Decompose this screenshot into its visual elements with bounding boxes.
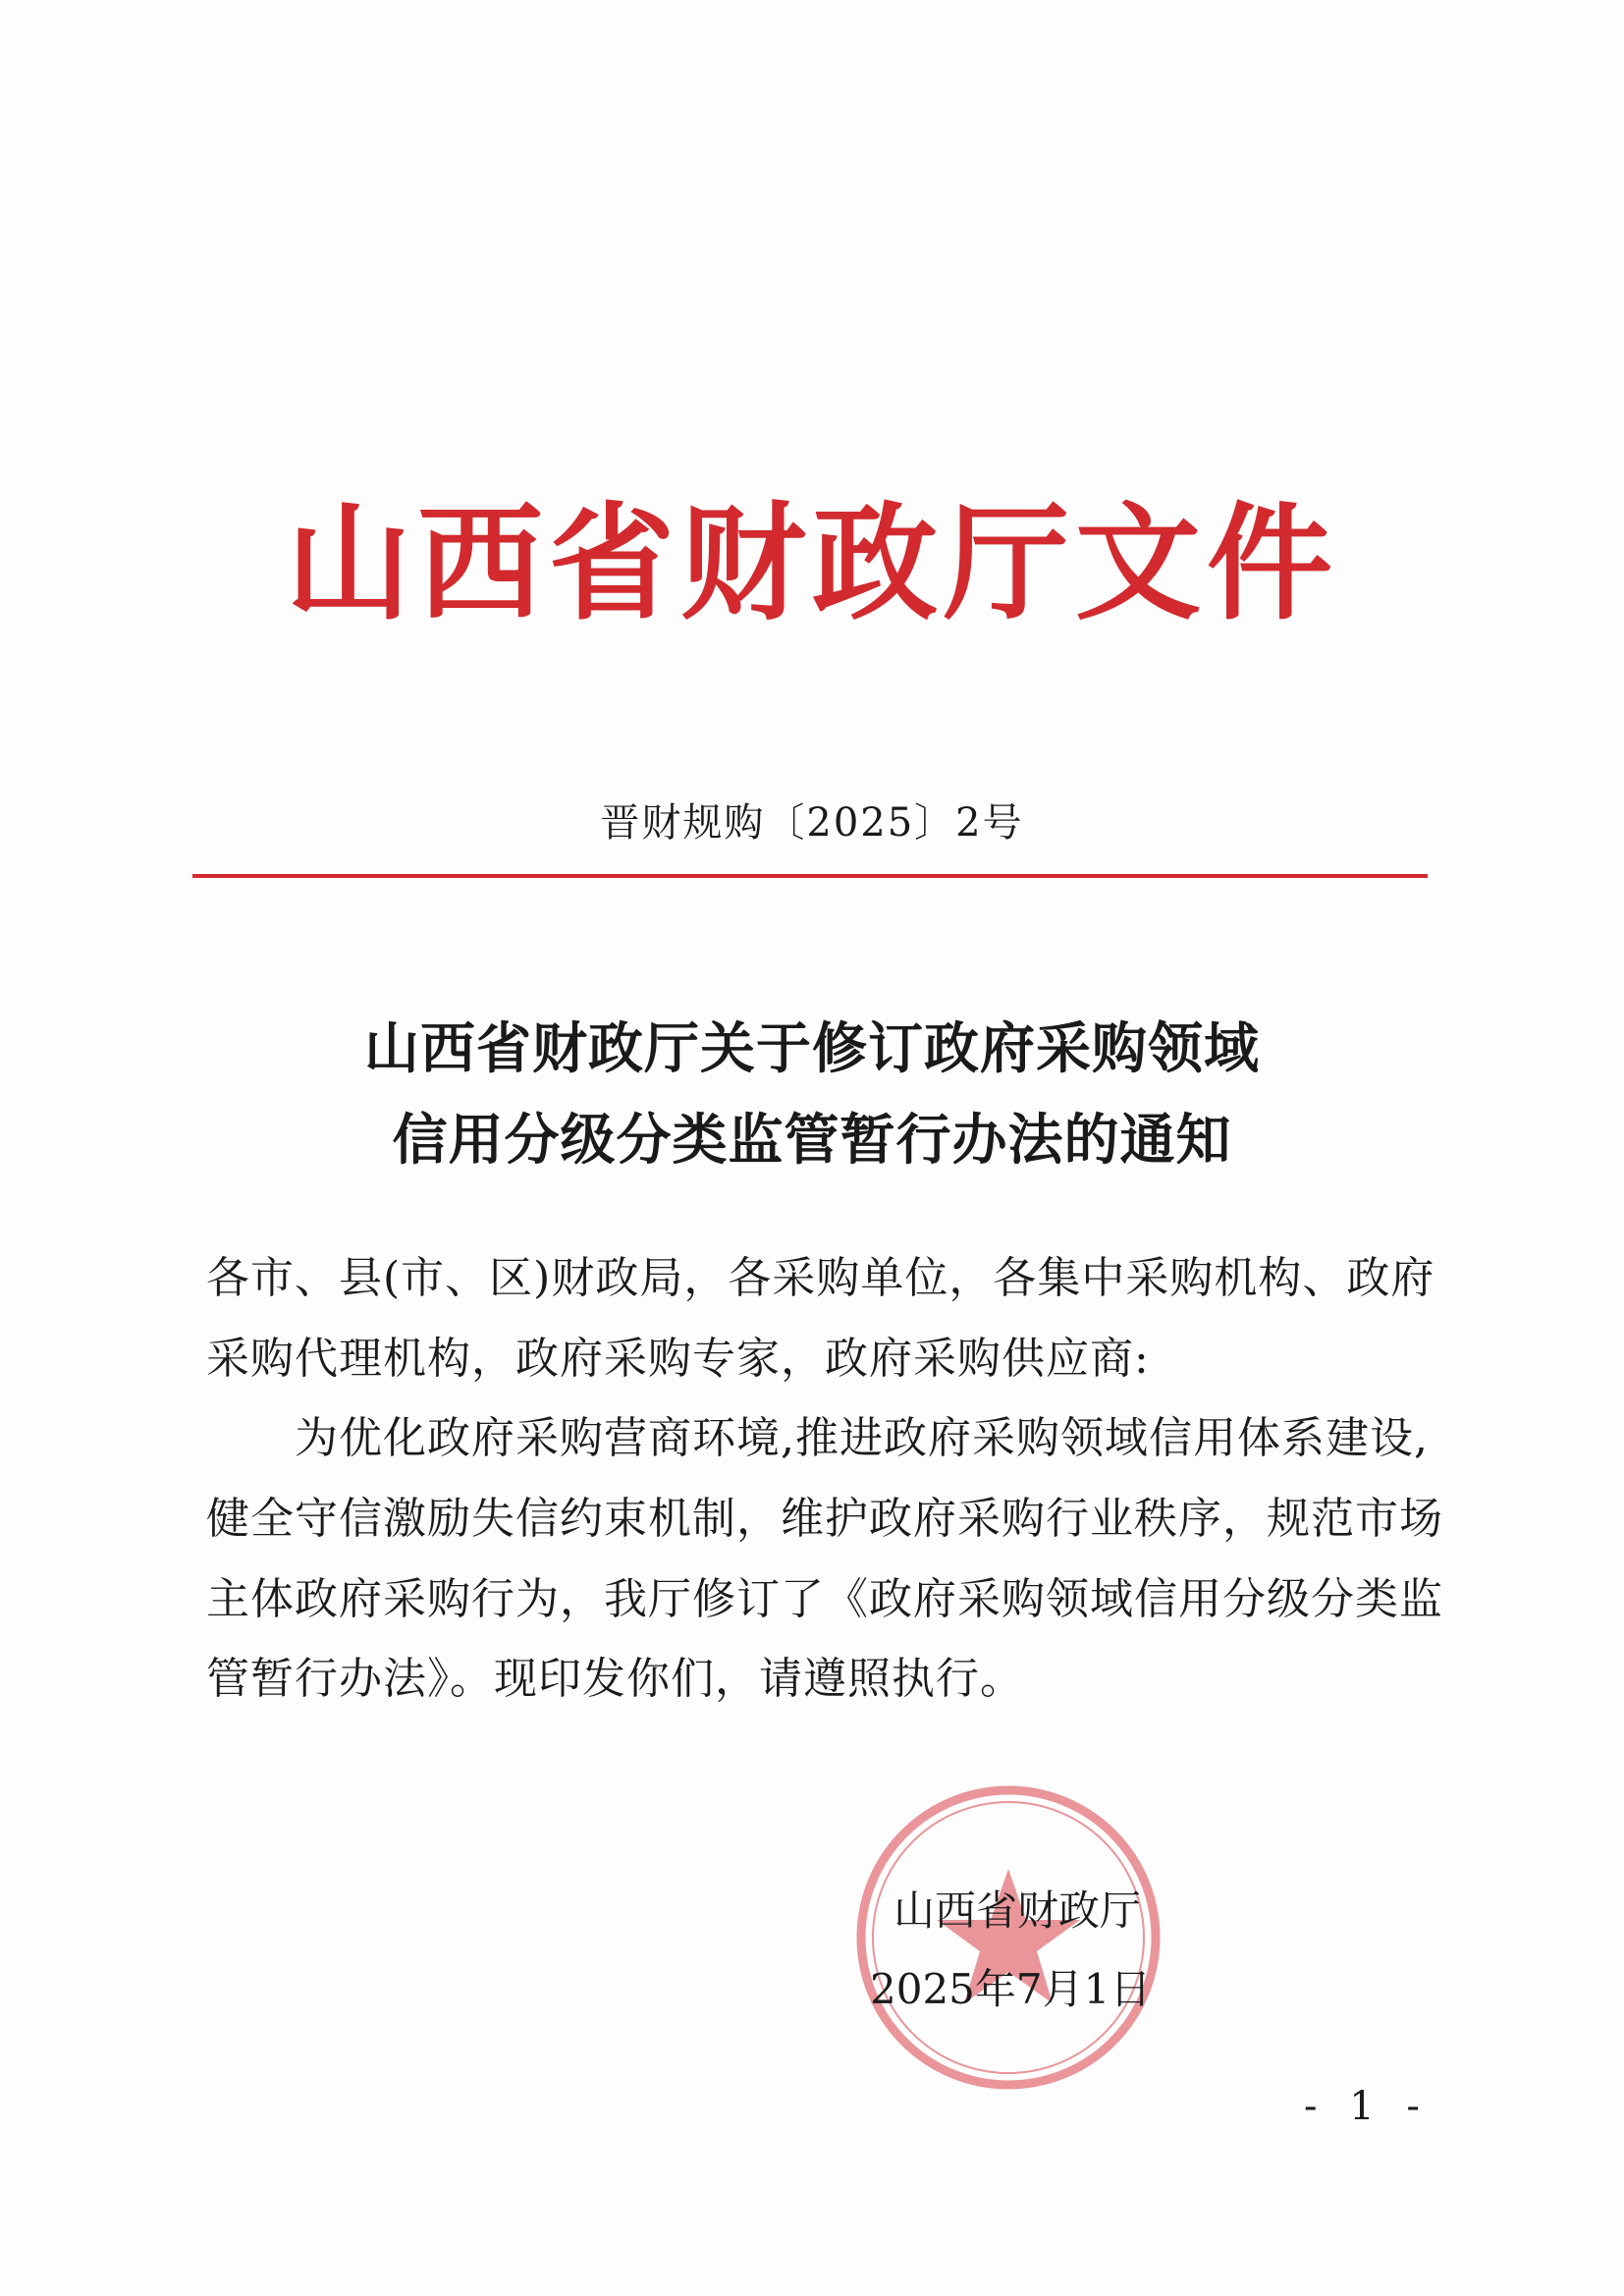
- body-paragraph-line-2: 健全守信激励失信约束机制，维护政府采购行业秩序，规范市场: [206, 1494, 1443, 1544]
- notice-title-line-2: 信用分级分类监管暂行办法的通知: [392, 1108, 1232, 1173]
- red-divider-line: [192, 874, 1428, 878]
- body-paragraph-line-1: 为优化政府采购营商环境,推进政府采购领域信用体系建设,: [206, 1413, 1429, 1463]
- signature-date: 2025年7月1日: [870, 1965, 1152, 2013]
- official-seal-stamp: [846, 1776, 1170, 2100]
- body-paragraph-line-4: 管暂行办法》。现印发你们，请遵照执行。: [206, 1654, 1024, 1704]
- addressee-line-1: 各市、县(市、区)财政局，各采购单位，各集中采购机构、政府: [206, 1253, 1435, 1303]
- signature-organization: 山西省财政厅: [893, 1886, 1142, 1935]
- body-paragraph-line-3: 主体政府采购行为，我厅修订了《政府采购领域信用分级分类监: [206, 1574, 1443, 1624]
- notice-title-line-1: 山西省财政厅关于修订政府采购领域: [364, 1016, 1260, 1081]
- document-number: 晋财规购〔2025〕2号: [600, 800, 1024, 846]
- addressee-line-2: 采购代理机构，政府采购专家，政府采购供应商:: [206, 1334, 1150, 1384]
- page-number: - 1 -: [1304, 2084, 1430, 2129]
- document-header-title: 山西省财政厅文件: [285, 490, 1338, 637]
